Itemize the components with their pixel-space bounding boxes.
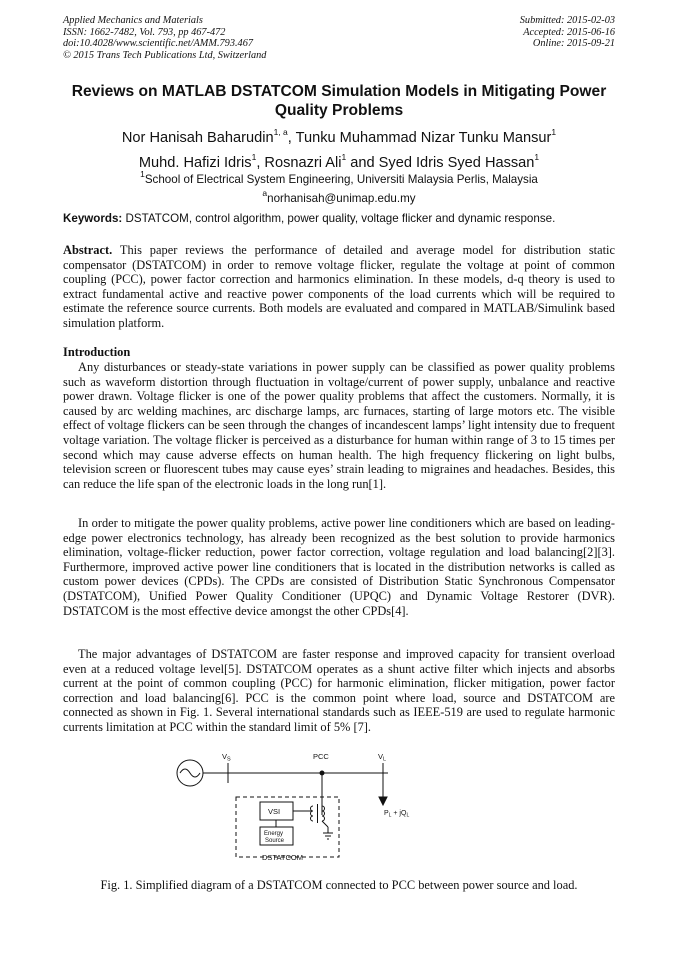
doi-line: doi:10.4028/www.scientific.net/AMM.793.467 <box>63 38 253 50</box>
author-list <box>63 123 615 173</box>
submitted-date: Submitted: 2015-02-03 <box>519 15 615 26</box>
abstract-label: Abstract. <box>63 243 113 257</box>
dstatcom-label: DSTATCOM <box>262 853 303 862</box>
energy-label-1: Energy <box>264 831 284 837</box>
pcc-label: PCC <box>313 752 329 761</box>
author-3-affil: 1 <box>251 151 257 162</box>
dates-info <box>520 15 615 50</box>
keywords <box>63 211 615 226</box>
figure-caption: Fig. 1. Simplified diagram of a DSTATCOM connected to PCC between power source and load. <box>100 878 578 892</box>
paper-title: Reviews on MATLAB DSTATCOM Simulation Models in Mitigating Power Quality Problems <box>71 83 607 119</box>
accepted-date: Accepted: 2015-06-16 <box>523 26 615 38</box>
affiliation-marker: 1 <box>140 169 145 179</box>
vsi-label: VSI <box>268 807 281 816</box>
dstatcom-diagram <box>170 747 510 865</box>
keywords-label: Keywords: <box>63 212 123 225</box>
author-2-affil: 1 <box>551 127 557 137</box>
email-marker: a <box>262 187 268 198</box>
issn-line: ISSN: 1662-7482, Vol. 793, pp 467-472 <box>63 26 226 38</box>
transformer-primary <box>311 806 314 821</box>
author-5: and Syed Idris Syed Hassan <box>346 154 535 171</box>
author-1-affil: 1, a <box>273 127 288 137</box>
load-arrow <box>379 797 387 805</box>
author-email[interactable]: norhanisah@unimap.edu.my <box>267 191 416 205</box>
intro-paragraph-3: The major advantages of DSTATCOM are faster response and improved capacity for transient overload even at a reduced voltage level[5]. DSTATCOM operates as a shunt active filter which injects and absorbs current at the point of common coupling (PCC) for harmonic elimination, flicker mitigation, power factor correction and load balancing[6]. PCC is the common point where load, source and DSTATCOM are connected as shown in Fig. 1. Several international standards such as IEEE-519 are used to regulate harmonic currents limitation at PCC within the standard limit of 5% [7]. <box>63 647 615 734</box>
load-label: $P_L + jQ_L$ <box>384 810 410 819</box>
energy-label-2: Source <box>265 838 285 844</box>
sine-wave-icon <box>180 769 200 777</box>
author-3: Muhd. Hafizi Idris <box>138 154 252 171</box>
affiliation <box>63 168 615 206</box>
author-2: , Tunku Muhammad Nizar Tunku Mansur <box>287 129 552 146</box>
author-4-affil: 1 <box>341 151 347 162</box>
online-date: Online: 2015-09-21 <box>532 38 615 50</box>
introduction-heading: Introduction <box>63 345 131 359</box>
ground-stem <box>322 821 328 827</box>
author-4: , Rosnazri Ali <box>256 154 342 171</box>
author-5-affil: 1 <box>534 151 540 162</box>
copyright-line: © 2015 Trans Tech Publications Ltd, Switzerland <box>63 49 267 61</box>
vs-label: $V_S$ <box>222 752 231 763</box>
journal-name: Applied Mechanics and Materials <box>63 15 203 26</box>
intro-paragraph-1: Any disturbances or steady-state variations in power supply can be classified as power quality problems such as waveform distortion through fluctuation in voltage/current of power supply, unbalance and reactive power drawn. Voltage flicker is one of the power quality problems that affect the customers. Normally, it is caused by arc welding machines, arc discharge lamps, arc furnaces, starting of large motors etc. The visible effect of voltage flickers can be seen through the changes of incandescent lamps’ light intensity due to frequent voltage variation. The voltage flicker is perceived as a disturbance for human within range of 3 to 15 times per second which may cause adverse effects on human health. The high frequency flickering on light bulbs, television screen or fluorescent tubes may cause eyes’ strain leading to migraines and headaches. Besides, this can reduce the life span of the electronic loads in the long run[1]. <box>63 360 615 491</box>
affiliation-text: School of Electrical System Engineering, Universiti Malaysia Perlis, Malaysia <box>144 172 538 186</box>
intro-paragraph-2: In order to mitigate the power quality problems, active power line conditioners which are based on leading-edge power electronics technology, has already been recognized as the best solution to provide harmonics elimination, voltage-flicker reduction, power factor correction, voltage regulation and load balancing[2][3]. Furthermore, improved active power line conditioners that is located in the distribution networks is called as custom power devices (CPDs). The CPDs are consisted of Distribution Static Synchronous Compensator (DSTATCOM), Unified Power Quality Conditioner (UPQC) and Dynamic Voltage Restorer (DVR). DSTATCOM is the most effective device amongst the other CPDs[4]. <box>63 516 615 618</box>
author-1: Nor Hanisah Baharudin <box>121 129 274 146</box>
journal-info <box>63 15 266 61</box>
vl-label: $V_L$ <box>378 752 387 763</box>
abstract-text: This paper reviews the performance of detailed and average model for distribution static compensator (DSTATCOM) in order to remove voltage flicker, regulate the voltage at point of common coupling (PCC), power factor correction and harmonics elimination. In these models, d-q theory is used to extract fundamental active and reactive power components of the load currents which will be required to estimate the reference source currents. Both models are evaluated and compared in MATLAB/Simulink based simulation platform. <box>63 243 615 330</box>
keywords-text: DSTATCOM, control algorithm, power quality, voltage flicker and dynamic response. <box>122 212 556 225</box>
abstract <box>63 243 615 331</box>
